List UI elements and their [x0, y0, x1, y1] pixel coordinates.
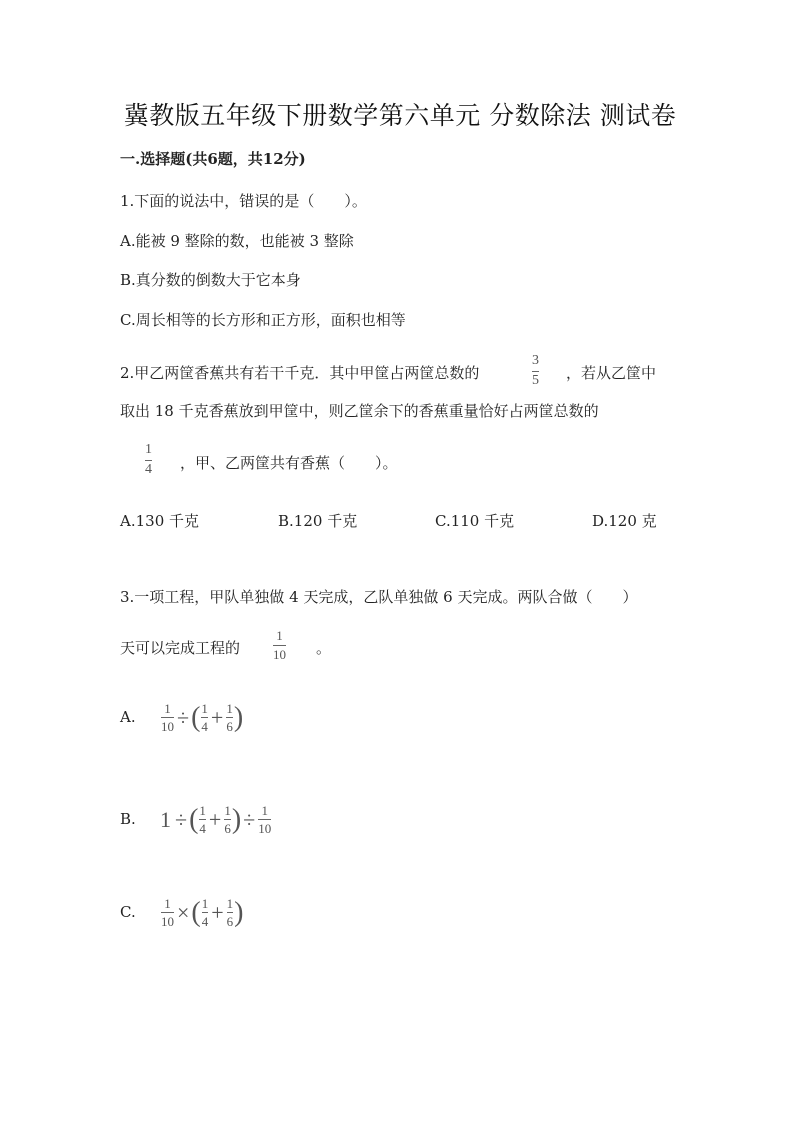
q2-option-a: A.130 千克	[120, 512, 199, 530]
fraction: 1 4	[199, 803, 206, 836]
right-paren: )	[234, 896, 244, 928]
q1-option-a: A.能被 9 整除的数，也能被 3 整除	[120, 232, 354, 250]
q1-option-b: B.真分数的倒数大于它本身	[120, 271, 301, 289]
q3-option-b-label: B.	[120, 810, 136, 828]
q3-option-c-label: C.	[120, 903, 136, 921]
right-paren: )	[233, 701, 244, 733]
q1-stem: 1.下面的说法中，错误的是（ ）。	[120, 192, 367, 210]
fraction: 1 10	[161, 701, 174, 734]
q2-line1-start: 2.甲乙两筐香蕉共有若干千克．其中甲筐占两筐总数的	[120, 364, 480, 382]
fraction-bar	[273, 645, 286, 646]
q3-line2-end: 。	[316, 639, 332, 657]
q3-option-b-expression	[160, 804, 272, 835]
q3-line1: 3.一项工程，甲队单独做 4 天完成，乙队单独做 6 天完成。两队合做（ ）	[120, 588, 638, 606]
divide-sign: ÷	[243, 806, 256, 832]
divide-sign: ÷	[177, 704, 190, 730]
fraction-bar	[145, 460, 152, 461]
fraction: 1 6	[224, 803, 231, 836]
q2-option-d: D.120 克	[592, 512, 657, 530]
q2-frac1-num: 3	[532, 353, 539, 368]
right-paren: )	[231, 803, 242, 835]
plus-sign: +	[211, 899, 224, 925]
left-paren: (	[189, 803, 199, 835]
q2-option-c: C.110 千克	[435, 512, 515, 530]
fraction: 1 4	[201, 896, 209, 929]
q2-frac1-den: 5	[532, 373, 539, 388]
fraction-bar	[532, 371, 539, 372]
q3-line2: 天可以完成工程的	[120, 639, 241, 657]
left-paren: (	[191, 896, 201, 928]
q2-frac2-den: 4	[145, 462, 152, 477]
q3-option-a-label: A.	[120, 708, 136, 726]
q2-fraction-3-5	[532, 354, 539, 388]
q1-option-c: C.周长相等的长方形和正方形，面积也相等	[120, 311, 406, 329]
q3-option-a-expression	[160, 702, 243, 733]
fraction: 1 10	[161, 896, 174, 929]
number-one: 1	[160, 806, 171, 832]
q3-option-c-expression	[160, 897, 244, 928]
section-heading: 一.选择题(共6题，共12分)	[120, 150, 306, 168]
fraction: 1 10	[258, 803, 272, 836]
q2-line2: 取出 18 千克香蕉放到甲筐中，则乙筐余下的香蕉重量恰好占两筐总数的	[120, 402, 599, 420]
fraction: 1 6	[226, 896, 234, 929]
multiply-sign: ×	[177, 899, 190, 925]
q2-line3: ，甲、乙两筐共有香蕉（ ）。	[180, 454, 398, 472]
fraction: 1 4	[201, 701, 208, 734]
q2-line1-end: ，若从乙筐中	[566, 364, 657, 382]
q2-frac2-num: 1	[145, 442, 152, 457]
divide-sign: ÷	[175, 806, 188, 832]
q2-option-b: B.120 千克	[278, 512, 358, 530]
fraction: 1 6	[226, 701, 233, 734]
left-paren: (	[191, 701, 201, 733]
q3-frac-num: 1	[276, 628, 283, 643]
q3-frac-den: 10	[273, 647, 286, 662]
q2-fraction-1-4	[145, 443, 152, 477]
plus-sign: +	[210, 704, 224, 730]
page-title: 冀教版五年级下册数学第六单元 分数除法 测试卷	[123, 101, 677, 130]
plus-sign: +	[208, 806, 222, 832]
q3-fraction-1-10	[273, 629, 286, 661]
